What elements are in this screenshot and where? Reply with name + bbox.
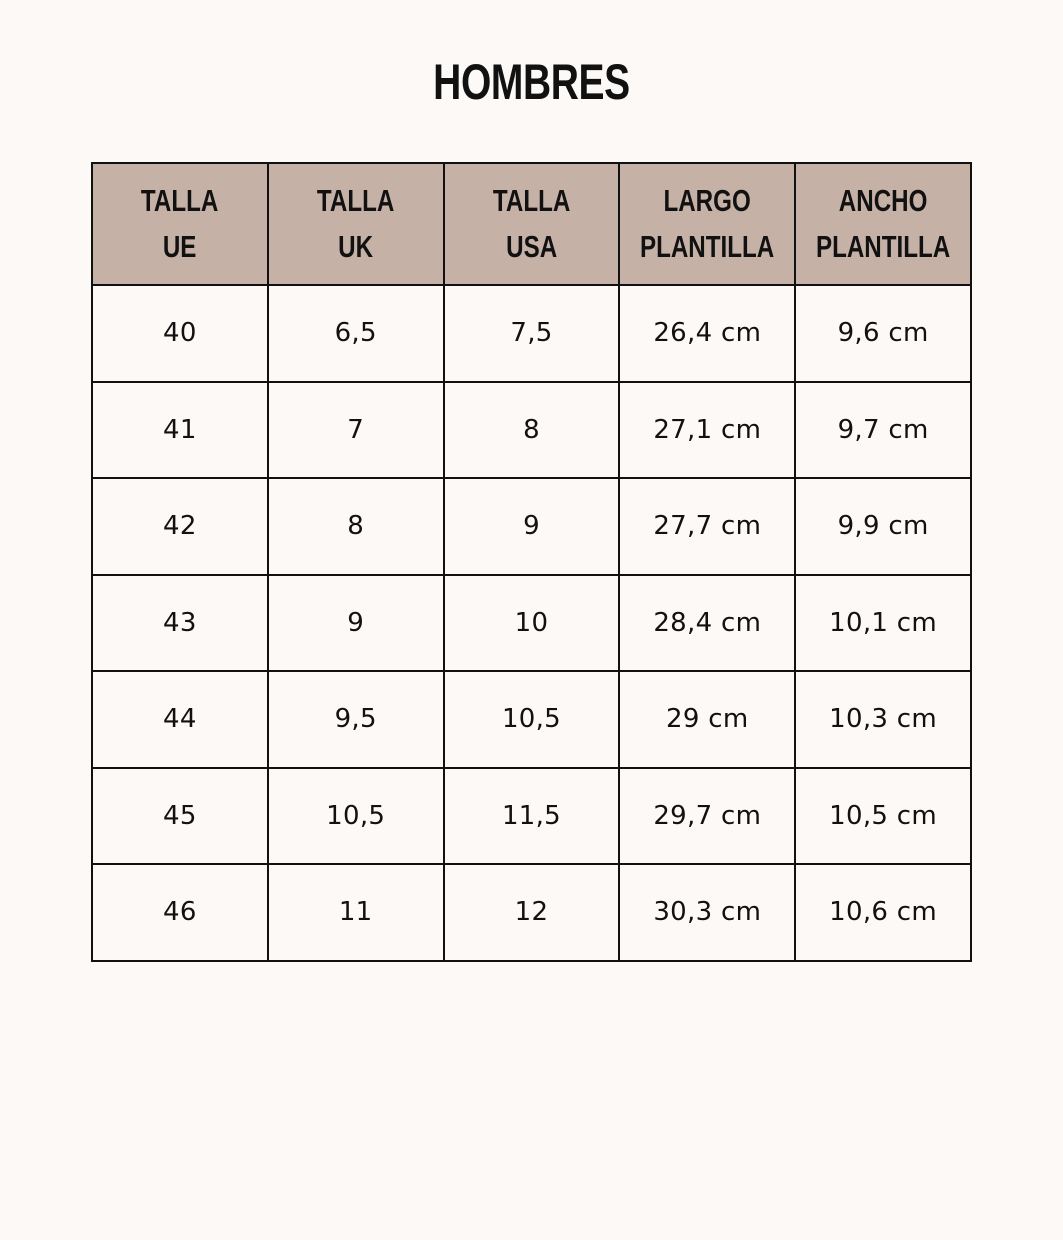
cell-talla-uk: 9: [268, 575, 444, 672]
cell-talla-uk: 9,5: [268, 671, 444, 768]
cell-talla-usa: 12: [444, 864, 620, 961]
cell-talla-uk: 10,5: [268, 768, 444, 865]
cell-ancho-plantilla: 10,6 cm: [795, 864, 971, 961]
cell-talla-uk: 6,5: [268, 285, 444, 382]
table-row: [92, 478, 971, 575]
column-header-talla-usa: TALLA USA: [444, 163, 620, 285]
cell-ancho-plantilla: 9,6 cm: [795, 285, 971, 382]
table-row: [92, 768, 971, 865]
cell-talla-ue: 45: [92, 768, 268, 865]
cell-ancho-plantilla: 10,3 cm: [795, 671, 971, 768]
size-chart-table: [91, 162, 972, 962]
table-row: [92, 671, 971, 768]
cell-ancho-plantilla: 10,5 cm: [795, 768, 971, 865]
cell-largo-plantilla: 27,7 cm: [619, 478, 795, 575]
column-header-largo-plantilla: LARGO PLANTILLA: [619, 163, 795, 285]
cell-talla-usa: 7,5: [444, 285, 620, 382]
table-body: [92, 285, 971, 961]
cell-talla-ue: 41: [92, 382, 268, 479]
cell-talla-uk: 7: [268, 382, 444, 479]
cell-ancho-plantilla: 9,7 cm: [795, 382, 971, 479]
cell-ancho-plantilla: 10,1 cm: [795, 575, 971, 672]
cell-ancho-plantilla: 9,9 cm: [795, 478, 971, 575]
cell-talla-uk: 8: [268, 478, 444, 575]
header-row: [92, 163, 971, 285]
column-header-talla-uk: TALLA UK: [268, 163, 444, 285]
cell-talla-usa: 10: [444, 575, 620, 672]
cell-talla-ue: 44: [92, 671, 268, 768]
cell-talla-ue: 43: [92, 575, 268, 672]
cell-largo-plantilla: 26,4 cm: [619, 285, 795, 382]
column-header-ancho-plantilla: ANCHO PLANTILLA: [795, 163, 971, 285]
cell-talla-usa: 9: [444, 478, 620, 575]
cell-talla-ue: 42: [92, 478, 268, 575]
cell-largo-plantilla: 27,1 cm: [619, 382, 795, 479]
table-row: [92, 575, 971, 672]
column-header-talla-ue: TALLA UE: [92, 163, 268, 285]
table-row: [92, 864, 971, 961]
cell-talla-uk: 11: [268, 864, 444, 961]
cell-largo-plantilla: 28,4 cm: [619, 575, 795, 672]
cell-largo-plantilla: 29 cm: [619, 671, 795, 768]
cell-talla-usa: 8: [444, 382, 620, 479]
cell-talla-usa: 11,5: [444, 768, 620, 865]
cell-talla-ue: 46: [92, 864, 268, 961]
table-header: [92, 163, 971, 285]
cell-largo-plantilla: 30,3 cm: [619, 864, 795, 961]
cell-largo-plantilla: 29,7 cm: [619, 768, 795, 865]
table-row: [92, 382, 971, 479]
table-row: [92, 285, 971, 382]
page-title: HOMBRES: [433, 54, 630, 110]
cell-talla-usa: 10,5: [444, 671, 620, 768]
cell-talla-ue: 40: [92, 285, 268, 382]
